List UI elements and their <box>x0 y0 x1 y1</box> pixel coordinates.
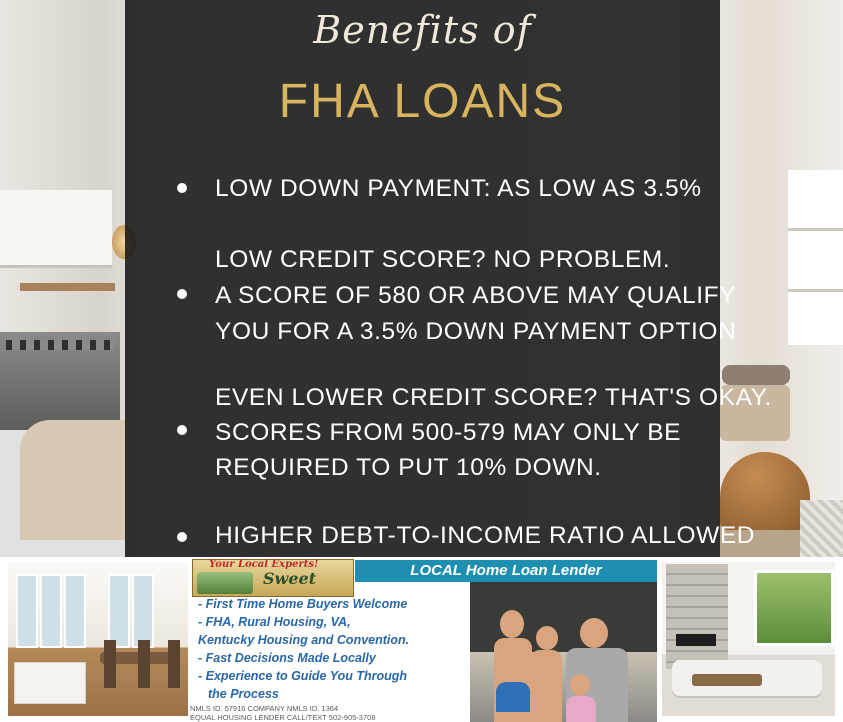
lender-header: LOCAL Home Loan Lender <box>355 560 657 582</box>
lender-banner <box>0 557 843 722</box>
benefit-line: HIGHER DEBT-TO-INCOME RATIO ALLOWED <box>215 522 756 549</box>
benefit-line: LOW CREDIT SCORE? NO PROBLEM. <box>215 246 671 273</box>
family-photo <box>470 582 657 722</box>
ad-line: - First Time Home Buyers Welcome <box>198 597 408 611</box>
benefit-line: SCORES FROM 500-579 MAY ONLY BE <box>215 419 682 446</box>
company-logo-badge <box>192 559 354 597</box>
kitchen-shelf <box>20 283 115 291</box>
rug-right <box>800 500 843 557</box>
stove-knobs <box>6 340 114 350</box>
sofa-left <box>20 420 125 540</box>
badge-script: Sweet <box>263 569 317 588</box>
benefits-panel <box>125 0 772 557</box>
poster-title: FHA LOANS <box>278 75 567 128</box>
nmls-footer: NMLS ID. 57916 COMPANY NMLS ID. 1364 <box>190 704 339 713</box>
range-hood <box>0 190 112 268</box>
benefit-line: EVEN LOWER CREDIT SCORE? THAT'S OKAY. <box>215 384 772 411</box>
ad-line: - FHA, Rural Housing, VA, <box>198 615 351 629</box>
benefit-line: REQUIRED TO PUT 10% DOWN. <box>215 454 602 481</box>
contact-footer: EQUAL HOUSING LENDER CALL/TEXT 502-905-3708 <box>190 713 376 722</box>
cushion-right <box>722 365 790 385</box>
bookshelves-right <box>785 170 843 345</box>
bullet-dot <box>177 183 187 193</box>
ad-line: the Process <box>208 687 279 701</box>
ad-line: Kentucky Housing and Convention. <box>198 633 410 647</box>
living-room-photo <box>662 562 835 716</box>
poster-subtitle: Benefits of <box>313 8 532 52</box>
benefit-line: YOU FOR A 3.5% DOWN PAYMENT OPTION <box>215 318 737 345</box>
ad-line: - Experience to Guide You Through <box>198 669 408 683</box>
bullet-dot <box>177 289 187 299</box>
bullet-dot <box>177 425 187 435</box>
round-table-right <box>720 452 810 530</box>
badge-tagline: Your Local Experts! <box>209 559 319 570</box>
house-logo-art <box>197 572 253 594</box>
bullet-dot <box>177 532 187 542</box>
dining-room-photo <box>8 562 188 716</box>
ad-line: - Fast Decisions Made Locally <box>198 651 376 665</box>
benefit-line: LOW DOWN PAYMENT: AS LOW AS 3.5% <box>215 175 702 202</box>
benefit-line: A SCORE OF 580 OR ABOVE MAY QUALIFY <box>215 282 737 309</box>
